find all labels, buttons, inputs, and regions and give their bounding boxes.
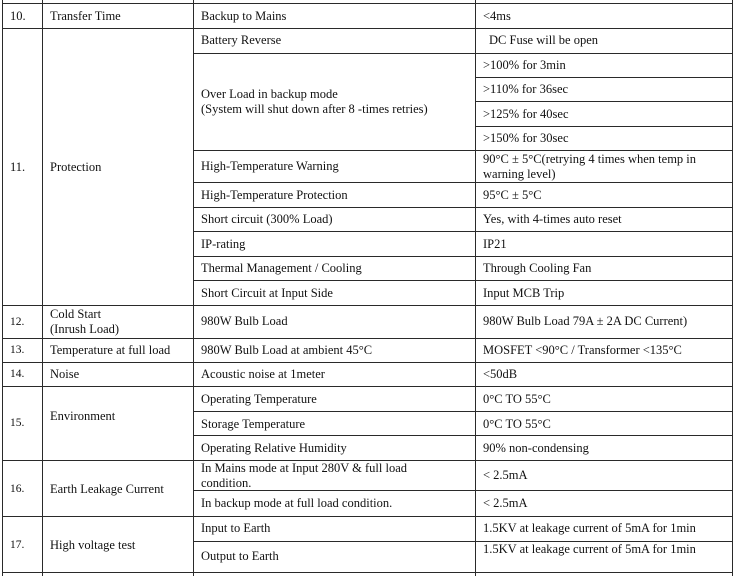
subrow-border bbox=[193, 53, 733, 54]
spec-value: Through Cooling Fan bbox=[483, 261, 592, 275]
item-label: Cold Start bbox=[50, 307, 102, 321]
item-label: Environment bbox=[50, 409, 116, 423]
subrow-border bbox=[193, 231, 733, 232]
subrow-border bbox=[193, 435, 733, 436]
condition-label: IP-rating bbox=[201, 237, 246, 251]
item-label: High voltage test bbox=[50, 538, 136, 552]
condition-label: condition. bbox=[201, 476, 252, 490]
spec-value: 1.5KV at leakage current of 5mA for 1min bbox=[483, 542, 696, 556]
row-number: 15. bbox=[10, 417, 25, 429]
spec-value: <4ms bbox=[483, 9, 511, 23]
condition-label: High-Temperature Warning bbox=[201, 159, 339, 173]
subrow-border bbox=[193, 280, 733, 281]
spec-value: MOSFET <90°C / Transformer <135°C bbox=[483, 343, 682, 357]
spec-value: Yes, with 4-times auto reset bbox=[483, 212, 622, 226]
spec-value: >125% for 40sec bbox=[483, 107, 569, 121]
spec-value: Input MCB Trip bbox=[483, 286, 565, 300]
condition-label: Input to Earth bbox=[201, 521, 271, 535]
subrow-border bbox=[193, 411, 733, 412]
spec-value: 0°C TO 55°C bbox=[483, 392, 551, 406]
spec-value: >100% for 3min bbox=[483, 58, 566, 72]
spec-value: warning level) bbox=[483, 167, 556, 181]
condition-label: Storage Temperature bbox=[201, 417, 306, 431]
condition-note: (System will shut down after 8 -times retries) bbox=[201, 102, 428, 116]
condition-label: Acoustic noise at 1meter bbox=[201, 367, 325, 381]
condition-label: Battery Reverse bbox=[201, 33, 282, 47]
condition-label: In backup mode at full load condition. bbox=[201, 496, 393, 510]
row-border-top bbox=[2, 3, 733, 4]
spec-value: >110% for 36sec bbox=[483, 82, 569, 96]
row-number: 10. bbox=[10, 9, 26, 23]
item-label: Noise bbox=[50, 367, 80, 381]
spec-value: < 2.5mA bbox=[483, 468, 528, 482]
condition-label: Output to Earth bbox=[201, 549, 279, 563]
subrow-border bbox=[193, 182, 733, 183]
item-label: Earth Leakage Current bbox=[50, 482, 164, 496]
subrow-border bbox=[193, 256, 733, 257]
spec-value: 90°C ± 5°C(retrying 4 times when temp in bbox=[483, 152, 697, 166]
condition-label: Over Load in backup mode bbox=[201, 87, 338, 101]
row-border-14-15 bbox=[2, 386, 733, 387]
row-number: 11. bbox=[10, 160, 26, 174]
spec-value: <50dB bbox=[483, 367, 518, 381]
condition-label: Short Circuit at Input Side bbox=[201, 286, 333, 300]
condition-label: Thermal Management / Cooling bbox=[201, 261, 362, 275]
spec-value: 0°C TO 55°C bbox=[483, 417, 551, 431]
spec-value: DC Fuse will be open bbox=[489, 33, 599, 47]
row-border-16-17 bbox=[2, 516, 733, 517]
item-label: Protection bbox=[50, 160, 102, 174]
table-border-left bbox=[2, 0, 3, 576]
subrow-border bbox=[193, 207, 733, 208]
subrow-border bbox=[193, 150, 733, 151]
condition-label: Backup to Mains bbox=[201, 9, 287, 23]
row-border-11-12 bbox=[2, 305, 733, 306]
condition-label: In Mains mode at Input 280V & full load bbox=[201, 461, 407, 475]
row-number: 17. bbox=[10, 539, 25, 551]
item-label: (Inrush Load) bbox=[50, 322, 120, 336]
spec-value: 980W Bulb Load 79A ± 2A DC Current) bbox=[483, 314, 688, 328]
spec-value: 95°C ± 5°C bbox=[483, 188, 542, 202]
subrow-border bbox=[475, 126, 733, 127]
item-label: Transfer Time bbox=[50, 9, 121, 23]
row-border-10-11 bbox=[2, 28, 733, 29]
condition-label: Short circuit (300% Load) bbox=[201, 212, 333, 226]
row-border-bottom bbox=[2, 572, 733, 573]
row-border-13-14 bbox=[2, 362, 733, 363]
condition-label: High-Temperature Protection bbox=[201, 188, 348, 202]
row-number: 16. bbox=[10, 483, 25, 495]
condition-label: 980W Bulb Load bbox=[201, 314, 288, 328]
spec-value: 1.5KV at leakage current of 5mA for 1min bbox=[483, 521, 696, 535]
row-number: 14. bbox=[10, 368, 25, 380]
spec-value: 90% non-condensing bbox=[483, 441, 589, 455]
spec-value: IP21 bbox=[483, 237, 507, 251]
subrow-border bbox=[475, 101, 733, 102]
row-number: 12. bbox=[10, 316, 25, 328]
condition-label: 980W Bulb Load at ambient 45°C bbox=[201, 343, 373, 357]
condition-label: Operating Temperature bbox=[201, 392, 317, 406]
spec-value: >150% for 30sec bbox=[483, 131, 569, 145]
item-label: Temperature at full load bbox=[50, 343, 171, 357]
condition-label: Operating Relative Humidity bbox=[201, 441, 347, 455]
subrow-border bbox=[475, 77, 733, 78]
spec-value: < 2.5mA bbox=[483, 496, 528, 510]
subrow-border bbox=[193, 490, 733, 491]
row-border-12-13 bbox=[2, 338, 733, 339]
row-number: 13. bbox=[10, 344, 25, 356]
column-divider-no bbox=[42, 0, 43, 576]
